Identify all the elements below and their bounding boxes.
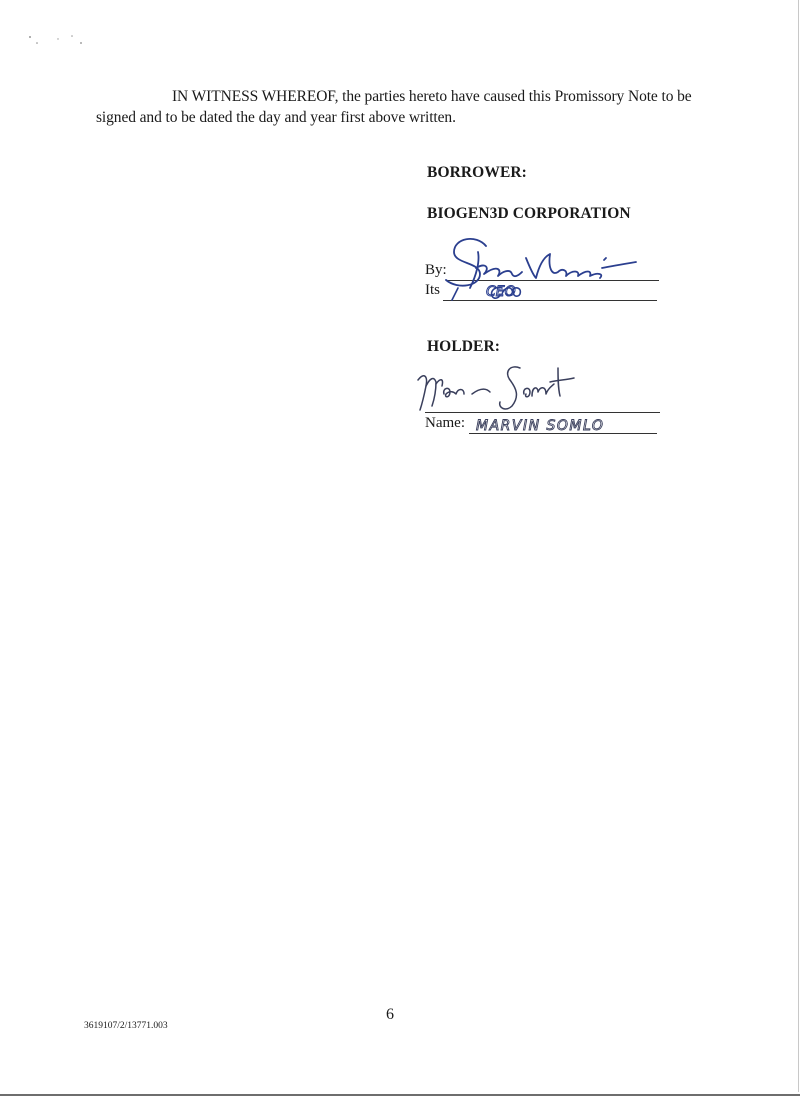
- page-bottom-edge: [0, 1094, 800, 1096]
- holder-signature: [412, 362, 592, 418]
- page-right-edge: [798, 0, 799, 1092]
- scan-specks: [28, 34, 88, 48]
- borrower-heading: BORROWER:: [427, 164, 527, 181]
- borrower-signature: [440, 232, 640, 304]
- svg-text:CEO: CEO: [486, 284, 516, 300]
- holder-heading: HOLDER:: [427, 338, 501, 355]
- by-label: By:: [425, 262, 447, 278]
- svg-text:MARVIN SOMLO: MARVIN SOMLO: [476, 418, 605, 434]
- document-id: 3619107/2/13771.003: [84, 1021, 168, 1031]
- its-handwritten-value: [484, 281, 524, 301]
- holder-name-handwritten: [474, 414, 634, 436]
- name-label: Name:: [425, 415, 465, 431]
- page-number: 6: [386, 1006, 394, 1023]
- borrower-company-name: BIOGEN3D CORPORATION: [427, 205, 631, 222]
- witness-paragraph: IN WITNESS WHEREOF, the parties hereto have caused this Promissory Note to be signed and to be dated the day and year first above written.: [96, 88, 692, 126]
- its-label: Its: [425, 282, 440, 298]
